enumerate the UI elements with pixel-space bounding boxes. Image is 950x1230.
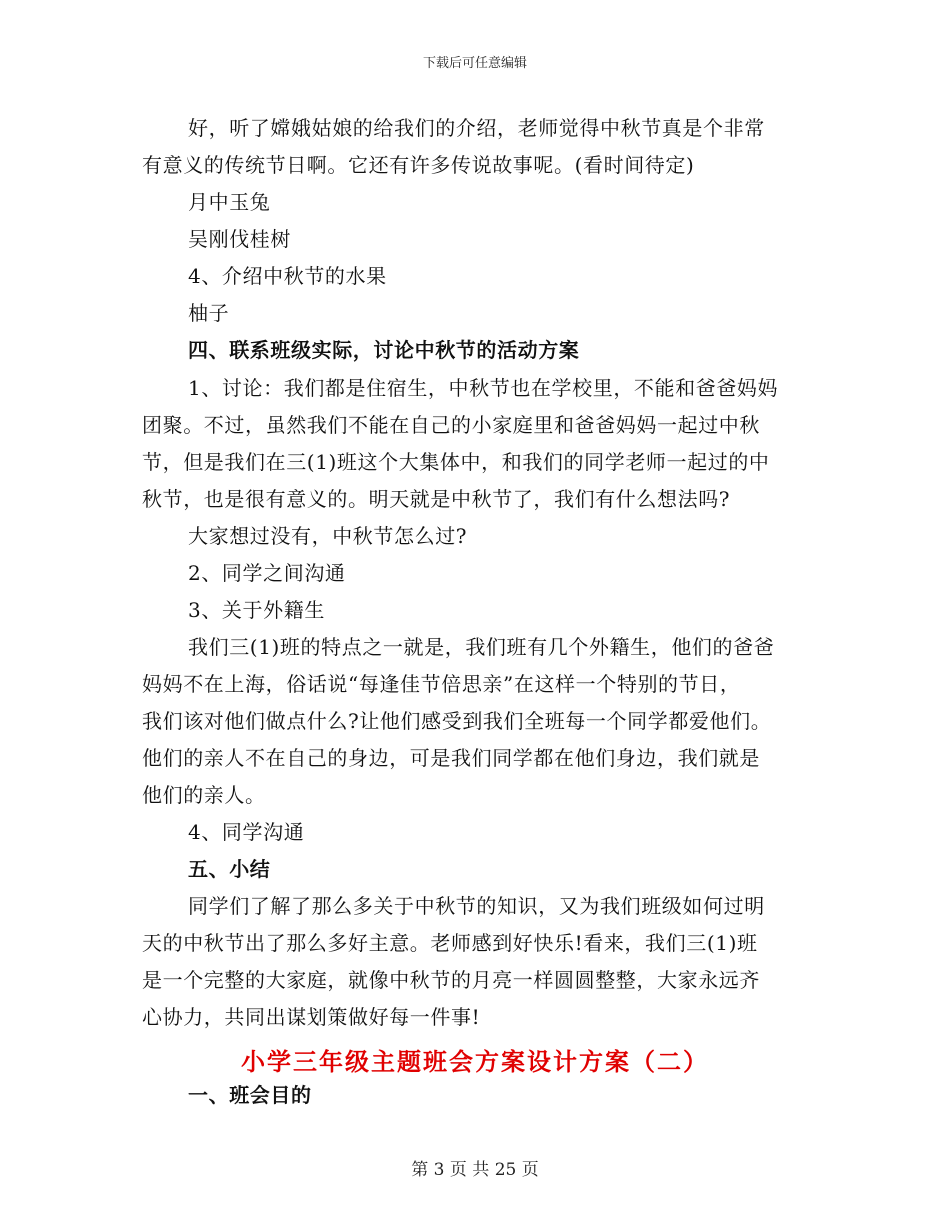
paragraph-line: 吴刚伐桂树 bbox=[188, 227, 291, 251]
paragraph-line: 好，听了嫦娥姑娘的给我们的介绍，老师觉得中秋节真是个非常 bbox=[188, 116, 765, 140]
paragraph-line: 有意义的传统节日啊。它还有许多传说故事呢。(看时间待定) bbox=[142, 153, 695, 177]
paragraph-line: 柚子 bbox=[188, 301, 230, 325]
list-item: 3、关于外籍生 bbox=[188, 598, 325, 622]
paragraph-line: 是一个完整的大家庭，就像中秋节的月亮一样圆圆整整，大家永远齐 bbox=[142, 968, 760, 992]
paragraph-line: 秋节，也是很有意义的。明天就是中秋节了，我们有什么想法吗? bbox=[142, 487, 731, 511]
paragraph-line: 他们的亲人。 bbox=[142, 783, 266, 807]
paragraph-line: 节，但是我们在三(1)班这个大集体中，和我们的同学老师一起过的中 bbox=[142, 450, 770, 474]
paragraph-line: 天的中秋节出了那么多好主意。老师感到好快乐!看来，我们三(1)班 bbox=[142, 931, 758, 955]
list-item: 4、介绍中秋节的水果 bbox=[188, 264, 387, 288]
paragraph-line: 我们该对他们做点什么?让他们感受到我们全班每一个同学都爱他们。 bbox=[142, 709, 772, 733]
list-item: 2、同学之间沟通 bbox=[188, 561, 346, 585]
paragraph-line: 同学们了解了那么多关于中秋节的知识，又为我们班级如何过明 bbox=[188, 894, 765, 918]
list-item: 4、同学沟通 bbox=[188, 820, 305, 844]
paragraph-line: 大家想过没有，中秋节怎么过? bbox=[188, 524, 468, 548]
section-heading: 一、班会目的 bbox=[188, 1083, 312, 1107]
paragraph-line: 团聚。不过，虽然我们不能在自己的小家庭里和爸爸妈妈一起过中秋 bbox=[142, 413, 760, 437]
paragraph-line: 月中玉兔 bbox=[188, 190, 271, 214]
section-heading: 四、联系班级实际，讨论中秋节的活动方案 bbox=[188, 338, 580, 362]
page-header: 下载后可任意编辑 bbox=[422, 56, 527, 71]
paragraph-line: 心协力，共同出谋划策做好每一件事! bbox=[142, 1005, 481, 1029]
paragraph-line: 我们三(1)班的特点之一就是，我们班有几个外籍生，他们的爸爸 bbox=[188, 635, 775, 659]
paragraph-line: 他们的亲人不在自己的身边，可是我们同学都在他们身边，我们就是 bbox=[142, 746, 760, 770]
page-footer: 第 3 页 共 25 页 bbox=[411, 1160, 539, 1180]
paragraph-line: 1、讨论：我们都是住宿生，中秋节也在学校里，不能和爸爸妈妈 bbox=[188, 376, 779, 400]
paragraph-line: 妈妈不在上海，俗话说“每逢佳节倍思亲”在这样一个特别的节日， bbox=[142, 672, 741, 696]
section-heading: 五、小结 bbox=[188, 857, 271, 881]
document-section-title: 小学三年级主题班会方案设计方案（二） bbox=[241, 1048, 709, 1076]
